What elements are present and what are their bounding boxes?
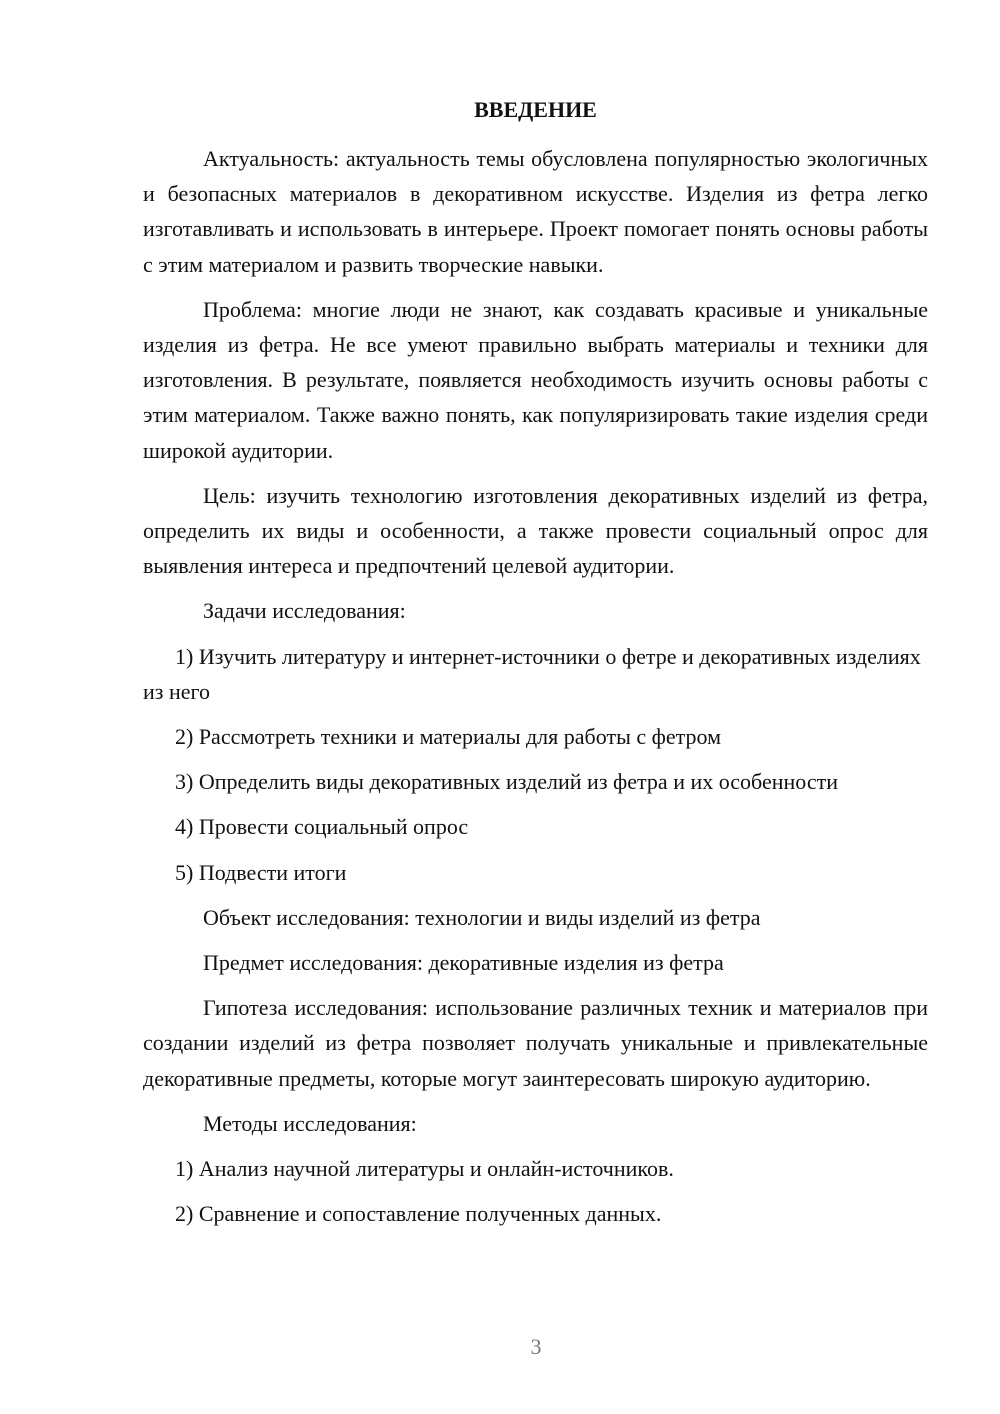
paragraph-problem: Проблема: многие люди не знают, как создавать красивые и уникальные изделия из фетра. Не все умеют правильно выбрать материалы и техники для изготовления. В результате, появляется необходимость изучить основы работы с этим материалом. Также важно понять, как популяризировать такие изделия среди широкой аудитории. [143,296,928,463]
task-item-4: 4) Провести социальный опрос [175,814,469,840]
methods-heading: Методы исследования: [203,1110,417,1136]
paragraph-goal: Цель: изучить технологию изготовления декоративных изделий из фетра, определить их виды и особенности, а также провести социальный опрос для выявления интереса и предпочтений целевой аудитории. [143,482,928,579]
research-object: Объект исследования: технологии и виды изделий из фетра [203,904,761,930]
tasks-heading: Задачи исследования: [203,598,406,624]
section-title: ВВЕДЕНИЕ [474,97,597,122]
research-hypothesis: Гипотеза исследования: использование различных техник и материалов при создании изделий из фетра позволяет получать уникальные и привлекательные декоративные предметы, которые могут заинтересовать широкую аудиторию. [143,995,928,1091]
method-item-1: 1) Анализ научной литературы и онлайн-источников. [175,1156,674,1182]
research-subject: Предмет исследования: декоративные изделия из фетра [203,950,724,976]
task-item-5: 5) Подвести итоги [175,859,347,885]
method-item-2: 2) Сравнение и сопоставление полученных данных. [175,1201,662,1227]
paragraph-relevance: Актуальность: актуальность темы обусловлена популярностью экологичных и безопасных материалов в декоративном искусстве. Изделия из фетра легко изготавливать и использовать в интерьере. Проект помогает понять основы работы с этим материалом и развить творческие навыки. [143,146,928,277]
page-content [143,96,928,1241]
task-item-1: 1) Изучить литературу и интернет-источники о фетре и декоративных изделиях из него [143,643,921,704]
page-number: 3 [530,1334,542,1359]
task-item-2: 2) Рассмотреть техники и материалы для работы с фетром [175,724,722,750]
task-item-3: 3) Определить виды декоративных изделий из фетра и их особенности [175,769,838,795]
